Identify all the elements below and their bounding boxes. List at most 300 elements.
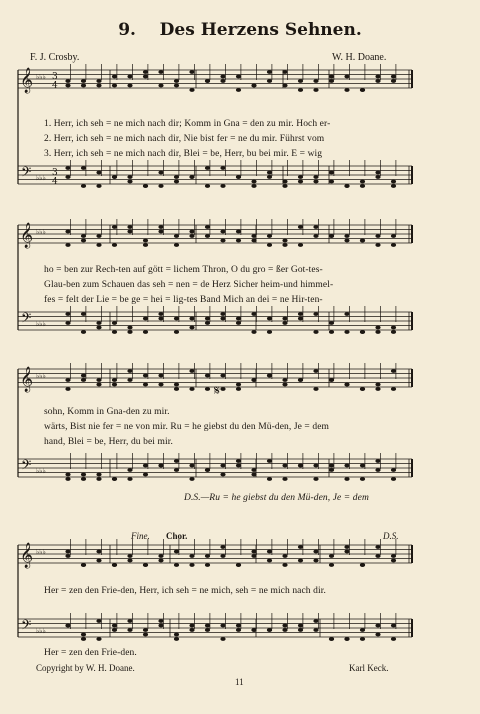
note-head xyxy=(143,473,148,477)
hymn-name: Des Herzens Sehnen. xyxy=(159,20,362,40)
note-head xyxy=(391,387,396,391)
note-head xyxy=(360,563,365,567)
note-head xyxy=(112,477,117,481)
note-head xyxy=(112,243,117,247)
note-head xyxy=(329,378,334,382)
note-head xyxy=(158,84,163,88)
note-head xyxy=(236,624,241,628)
note-head xyxy=(220,374,225,378)
note-head xyxy=(282,383,287,387)
note-head xyxy=(220,230,225,234)
note-head xyxy=(65,175,70,179)
note-head xyxy=(174,79,179,83)
time-signature: 3 xyxy=(52,168,58,178)
note-head xyxy=(313,180,318,184)
note-head xyxy=(313,79,318,83)
note-head xyxy=(391,79,396,83)
note-head xyxy=(158,230,163,234)
segno-mark: 𝄋 xyxy=(214,383,221,399)
note-head xyxy=(220,387,225,391)
note-head xyxy=(267,477,272,481)
note-head xyxy=(313,387,318,391)
note-head xyxy=(329,563,334,567)
note-head xyxy=(158,559,163,563)
note-head xyxy=(360,628,365,632)
note-head xyxy=(174,234,179,238)
note-head xyxy=(205,317,210,321)
note-head xyxy=(360,184,365,188)
note-head xyxy=(143,633,148,637)
note-head xyxy=(112,225,117,229)
note-head xyxy=(391,180,396,184)
note-head xyxy=(96,171,101,175)
note-head xyxy=(282,70,287,74)
note-head xyxy=(375,171,380,175)
note-head xyxy=(282,554,287,558)
note-head xyxy=(298,464,303,468)
note-head xyxy=(391,637,396,641)
note-head xyxy=(375,387,380,391)
note-head xyxy=(143,563,148,567)
note-head xyxy=(329,554,334,558)
note-head xyxy=(298,225,303,229)
note-head xyxy=(236,88,241,92)
note-head xyxy=(298,175,303,179)
note-head xyxy=(251,554,256,558)
note-head xyxy=(158,317,163,321)
note-head xyxy=(282,628,287,632)
key-signature-icon: ♭♭♭ xyxy=(36,320,46,328)
note-head xyxy=(391,477,396,481)
note-head xyxy=(127,619,132,623)
note-head xyxy=(282,464,287,468)
note-head xyxy=(298,243,303,247)
note-head xyxy=(313,312,318,316)
note-head xyxy=(360,330,365,334)
note-head xyxy=(65,624,70,628)
note-head xyxy=(282,624,287,628)
note-head xyxy=(127,225,132,229)
note-head xyxy=(375,545,380,549)
note-head xyxy=(236,383,241,387)
note-head xyxy=(391,559,396,563)
note-head xyxy=(298,559,303,563)
note-head xyxy=(220,312,225,316)
note-head xyxy=(344,75,349,79)
note-head xyxy=(344,330,349,334)
note-head xyxy=(251,473,256,477)
note-head xyxy=(65,243,70,247)
chorus-mark: Chor. xyxy=(166,531,188,541)
note-head xyxy=(375,79,380,83)
note-head xyxy=(112,175,117,179)
lyric-line: 1. Herr, ich seh = ne mich nach dir; Komm in Gna = den zu mir. Hoch er- xyxy=(44,119,331,129)
note-head xyxy=(220,624,225,628)
treble-clef-icon: 𝄞 xyxy=(20,367,34,392)
note-head xyxy=(158,312,163,316)
note-head xyxy=(220,637,225,641)
note-head xyxy=(329,234,334,238)
note-head xyxy=(127,559,132,563)
note-head xyxy=(251,628,256,632)
note-head xyxy=(344,312,349,316)
note-head xyxy=(96,378,101,382)
note-head xyxy=(127,554,132,558)
note-head xyxy=(174,633,179,637)
note-head xyxy=(81,84,86,88)
note-head xyxy=(267,330,272,334)
note-head xyxy=(391,554,396,558)
note-head xyxy=(65,230,70,234)
note-head xyxy=(127,75,132,79)
note-head xyxy=(127,180,132,184)
note-head xyxy=(360,180,365,184)
note-head xyxy=(251,180,256,184)
note-head xyxy=(81,477,86,481)
treble-clef-icon: 𝄞 xyxy=(20,543,34,568)
note-head xyxy=(267,243,272,247)
note-head xyxy=(81,79,86,83)
note-head xyxy=(391,330,396,334)
note-head xyxy=(65,387,70,391)
note-head xyxy=(143,317,148,321)
note-head xyxy=(127,477,132,481)
treble-clef-icon: 𝄞 xyxy=(20,68,34,93)
note-head xyxy=(391,234,396,238)
composer-credit: W. H. Doane. xyxy=(332,52,387,63)
note-head xyxy=(96,550,101,554)
note-head xyxy=(174,468,179,472)
note-head xyxy=(236,230,241,234)
note-head xyxy=(205,225,210,229)
note-head xyxy=(189,88,194,92)
bass-clef-icon: 𝄢 xyxy=(21,457,32,476)
note-head xyxy=(96,477,101,481)
note-head xyxy=(220,75,225,79)
note-head xyxy=(375,243,380,247)
note-head xyxy=(127,326,132,330)
note-head xyxy=(313,559,318,563)
note-head xyxy=(344,239,349,243)
note-head xyxy=(282,563,287,567)
note-head xyxy=(189,234,194,238)
note-head xyxy=(236,321,241,325)
lyric-line: hand, Blei = be, Herr, du bei mir. xyxy=(44,437,173,447)
note-head xyxy=(236,387,241,391)
note-head xyxy=(65,550,70,554)
note-head xyxy=(236,563,241,567)
note-head xyxy=(267,559,272,563)
note-head xyxy=(282,477,287,481)
note-head xyxy=(205,321,210,325)
fine-mark: Fine. xyxy=(131,531,150,541)
note-head xyxy=(220,317,225,321)
note-head xyxy=(391,468,396,472)
note-head xyxy=(205,624,210,628)
note-head xyxy=(96,184,101,188)
note-head xyxy=(267,234,272,238)
note-head xyxy=(81,312,86,316)
note-head xyxy=(189,554,194,558)
note-head xyxy=(329,637,334,641)
note-head xyxy=(236,628,241,632)
note-head xyxy=(236,239,241,243)
note-head xyxy=(189,563,194,567)
note-head xyxy=(174,563,179,567)
lyricist-credit: F. J. Crosby. xyxy=(30,52,80,63)
key-signature-icon: ♭♭♭ xyxy=(36,228,46,236)
note-head xyxy=(298,317,303,321)
note-head xyxy=(96,559,101,563)
note-head xyxy=(96,637,101,641)
note-head xyxy=(158,619,163,623)
note-head xyxy=(81,378,86,382)
note-head xyxy=(189,624,194,628)
note-head xyxy=(205,234,210,238)
note-head xyxy=(96,619,101,623)
note-head xyxy=(251,234,256,238)
note-head xyxy=(344,88,349,92)
note-head xyxy=(189,477,194,481)
note-head xyxy=(143,464,148,468)
note-head xyxy=(220,554,225,558)
note-head xyxy=(267,317,272,321)
note-head xyxy=(236,464,241,468)
note-head xyxy=(282,243,287,247)
note-head xyxy=(236,75,241,79)
bass-clef-icon: 𝄢 xyxy=(21,310,32,329)
note-head xyxy=(391,326,396,330)
note-head xyxy=(81,473,86,477)
note-head xyxy=(112,628,117,632)
note-head xyxy=(344,184,349,188)
note-head xyxy=(375,633,380,637)
note-head xyxy=(127,84,132,88)
note-head xyxy=(267,550,272,554)
note-head xyxy=(158,70,163,74)
note-head xyxy=(81,330,86,334)
note-head xyxy=(375,175,380,179)
note-head xyxy=(143,184,148,188)
note-head xyxy=(158,464,163,468)
note-head xyxy=(96,321,101,325)
note-head xyxy=(313,369,318,373)
note-head xyxy=(143,383,148,387)
note-head xyxy=(267,374,272,378)
note-head xyxy=(65,84,70,88)
note-head xyxy=(282,378,287,382)
note-head xyxy=(205,468,210,472)
note-head xyxy=(267,175,272,179)
note-head xyxy=(143,374,148,378)
time-signature: 4 xyxy=(52,177,58,187)
note-head xyxy=(205,184,210,188)
note-head xyxy=(174,175,179,179)
note-head xyxy=(96,326,101,330)
note-head xyxy=(189,70,194,74)
note-head xyxy=(344,464,349,468)
note-head xyxy=(360,239,365,243)
note-head xyxy=(313,550,318,554)
note-head xyxy=(313,225,318,229)
note-head xyxy=(127,369,132,373)
note-head xyxy=(189,628,194,632)
ds-line: D.S.—Ru = he giebst du den Mü-den, Je = dem xyxy=(184,493,369,503)
note-head xyxy=(298,88,303,92)
note-head xyxy=(344,234,349,238)
note-head xyxy=(158,374,163,378)
note-head xyxy=(298,180,303,184)
note-head xyxy=(81,637,86,641)
note-head xyxy=(267,628,272,632)
note-head xyxy=(344,477,349,481)
note-head xyxy=(220,545,225,549)
note-head xyxy=(329,321,334,325)
note-head xyxy=(65,554,70,558)
note-head xyxy=(205,374,210,378)
note-head xyxy=(236,175,241,179)
note-head xyxy=(298,79,303,83)
note-head xyxy=(375,75,380,79)
lyric-line: Her = zen den Frie-den, Herr, ich seh = ne mich, seh = ne mich nach dir. xyxy=(44,586,326,596)
note-head xyxy=(313,88,318,92)
note-head xyxy=(220,184,225,188)
note-head xyxy=(220,473,225,477)
time-signature: 4 xyxy=(52,81,58,91)
note-head xyxy=(112,330,117,334)
key-signature-icon: ♭♭♭ xyxy=(36,467,46,475)
note-head xyxy=(112,321,117,325)
note-head xyxy=(375,459,380,463)
note-head xyxy=(205,79,210,83)
note-head xyxy=(112,383,117,387)
note-head xyxy=(189,175,194,179)
note-head xyxy=(251,312,256,316)
key-signature-icon: ♭♭♭ xyxy=(36,73,46,81)
note-head xyxy=(375,468,380,472)
note-head xyxy=(344,637,349,641)
key-signature-icon: ♭♭♭ xyxy=(36,174,46,182)
note-head xyxy=(174,550,179,554)
note-head xyxy=(174,459,179,463)
note-head xyxy=(143,75,148,79)
note-head xyxy=(298,628,303,632)
note-head xyxy=(313,234,318,238)
note-head xyxy=(143,243,148,247)
lyric-line: 2. Herr, ich seh = ne mich nach dir, Nie bist fer = ne du mir. Führst vom xyxy=(44,134,325,144)
note-head xyxy=(189,326,194,330)
time-signature: 3 xyxy=(52,72,58,82)
note-head xyxy=(112,563,117,567)
note-head xyxy=(127,628,132,632)
note-head xyxy=(81,234,86,238)
copyright: Copyright by W. H. Doane. xyxy=(36,663,135,673)
note-head xyxy=(251,184,256,188)
note-head xyxy=(205,628,210,632)
note-head xyxy=(391,75,396,79)
note-head xyxy=(189,230,194,234)
note-head xyxy=(329,75,334,79)
note-head xyxy=(96,243,101,247)
note-head xyxy=(158,225,163,229)
note-head xyxy=(127,230,132,234)
note-head xyxy=(313,330,318,334)
note-head xyxy=(112,624,117,628)
note-head xyxy=(65,477,70,481)
note-head xyxy=(112,378,117,382)
note-head xyxy=(158,624,163,628)
note-head xyxy=(360,88,365,92)
note-head xyxy=(344,550,349,554)
note-head xyxy=(329,171,334,175)
note-head xyxy=(267,70,272,74)
note-head xyxy=(220,239,225,243)
note-head xyxy=(189,369,194,373)
note-head xyxy=(329,464,334,468)
note-head xyxy=(313,175,318,179)
note-head xyxy=(298,378,303,382)
note-head xyxy=(81,184,86,188)
treble-clef-icon: 𝄞 xyxy=(20,223,34,248)
note-head xyxy=(220,166,225,170)
note-head xyxy=(298,545,303,549)
note-head xyxy=(174,180,179,184)
note-head xyxy=(344,545,349,549)
note-head xyxy=(236,459,241,463)
note-head xyxy=(282,184,287,188)
note-head xyxy=(158,184,163,188)
note-head xyxy=(143,628,148,632)
note-head xyxy=(127,330,132,334)
note-head xyxy=(282,239,287,243)
note-head xyxy=(112,75,117,79)
note-head xyxy=(375,383,380,387)
note-head xyxy=(112,84,117,88)
note-head xyxy=(251,378,256,382)
bass-clef-icon: 𝄢 xyxy=(21,617,32,636)
key-signature-icon: ♭♭♭ xyxy=(36,627,46,635)
note-head xyxy=(391,243,396,247)
bass-clef-icon: 𝄢 xyxy=(21,164,32,183)
note-head xyxy=(391,624,396,628)
note-head xyxy=(360,387,365,391)
note-head xyxy=(81,166,86,170)
note-head xyxy=(65,312,70,316)
lyric-line: fes = felt der Lie = be ge = hei = lig-tes Band Mich an dei = ne Hir-ten- xyxy=(44,295,323,305)
lyric-line: sohn, Komm in Gna-den zu mir. xyxy=(44,407,170,417)
note-head xyxy=(205,554,210,558)
note-head xyxy=(267,79,272,83)
bass-lyric-line: Her = zen den Frie-den. xyxy=(44,648,137,658)
note-head xyxy=(158,383,163,387)
lyric-line: ho = ben zur Rech-ten auf gött = lichem Thron, O du gro = ßer Got-tes- xyxy=(44,265,323,275)
note-head xyxy=(81,563,86,567)
note-head xyxy=(236,317,241,321)
note-head xyxy=(174,317,179,321)
note-head xyxy=(189,464,194,468)
note-head xyxy=(375,330,380,334)
note-head xyxy=(81,633,86,637)
note-head xyxy=(174,383,179,387)
lyric-line: wärts, Bist nie fer = ne von mir. Ru = he giebst du den Mü-den, Je = dem xyxy=(44,422,330,432)
note-head xyxy=(251,468,256,472)
note-head xyxy=(251,550,256,554)
note-head xyxy=(127,378,132,382)
key-signature-icon: ♭♭♭ xyxy=(36,372,46,380)
note-head xyxy=(267,171,272,175)
note-head xyxy=(375,326,380,330)
note-head xyxy=(375,554,380,558)
